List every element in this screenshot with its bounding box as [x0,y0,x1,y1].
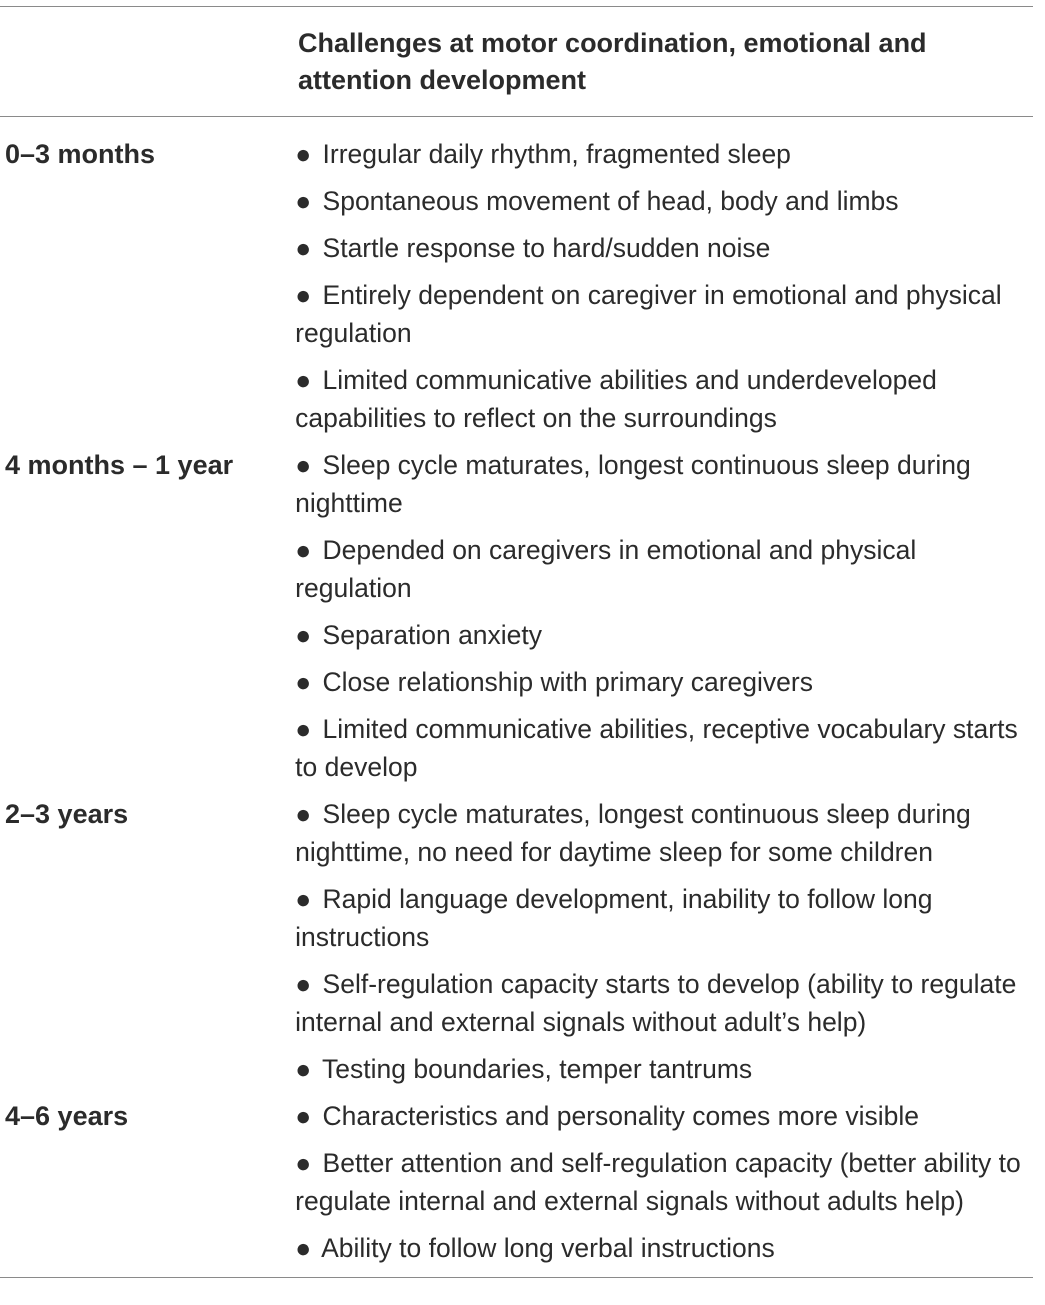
header-challenges-cell: Challenges at motor coordination, emotional and attention development [298,28,927,95]
list-item [295,795,1033,871]
list-item-text: Better attention and self-regulation capacity (better ability to regulate internal and external signals without adults help) [295,1148,1021,1216]
list-item-text: Irregular daily rhythm, fragmented sleep [322,139,791,169]
bullet-icon: ● [295,969,312,999]
age-label: 0–3 months [5,139,156,169]
list-item-text: Spontaneous movement of head, body and limbs [322,186,899,216]
challenge-list [295,135,1033,446]
challenge-list [295,446,1033,795]
list-item-text: Characteristics and personality comes more visible [322,1101,920,1131]
list-item [295,880,1033,956]
bullet-icon: ● [295,450,312,480]
age-label: 4 months – 1 year [5,450,234,480]
bullet-icon: ● [295,535,312,565]
header-age-cell [0,25,298,99]
list-item [295,965,1033,1041]
list-item-text: Limited communicative abilities, receptive vocabulary starts to develop [295,714,1018,782]
list-item [295,1097,1033,1135]
list-item [295,616,1033,654]
bullet-icon: ● [295,139,312,169]
list-item [295,1050,1033,1088]
list-item-text: Startle response to hard/sudden noise [322,233,771,263]
bullet-icon: ● [295,1054,312,1084]
challenge-list [295,795,1033,1097]
list-item [295,710,1033,786]
table-body [0,117,1033,1277]
bullet-icon: ● [295,186,312,216]
bullet-icon: ● [295,280,312,310]
list-item-text: Sleep cycle maturates, longest continuous sleep during nighttime, no need for daytime sleep for some children [295,799,971,867]
list-item-text: Self-regulation capacity starts to develop (ability to regulate internal and external signals without adult’s help) [295,969,1017,1037]
bullet-icon: ● [295,1233,312,1263]
bullet-icon: ● [295,1148,312,1178]
list-item [295,446,1033,522]
table-row [0,795,1033,1097]
list-item [295,1229,1033,1267]
list-item-text: Depended on caregivers in emotional and physical regulation [295,535,917,603]
list-item-text: Sleep cycle maturates, longest continuous sleep during nighttime [295,450,971,518]
list-item [295,663,1033,701]
list-item-text: Limited communicative abilities and underdeveloped capabilities to reflect on the surroundings [295,365,937,433]
table-row [0,1097,1033,1277]
bottom-rule [0,1277,1033,1278]
table-row [0,446,1033,795]
bullet-icon: ● [295,714,312,744]
list-item-text: Close relationship with primary caregivers [322,667,813,697]
bullet-icon: ● [295,1101,312,1131]
list-item-text: Separation anxiety [322,620,543,650]
bullet-icon: ● [295,365,312,395]
age-label: 4–6 years [5,1101,129,1131]
list-item [295,135,1033,173]
challenge-list [295,1097,1033,1277]
list-item [295,361,1033,437]
list-item [295,182,1033,220]
age-label: 2–3 years [5,799,129,829]
list-item [295,1144,1033,1220]
table-row [0,135,1033,446]
list-item-text: Entirely dependent on caregiver in emotional and physical regulation [295,280,1002,348]
list-item [295,276,1033,352]
development-table [0,6,1033,1278]
table-header-row [0,7,1033,116]
list-item-text: Testing boundaries, temper tantrums [322,1054,753,1084]
bullet-icon: ● [295,884,312,914]
list-item-text: Ability to follow long verbal instructions [321,1233,775,1263]
list-item [295,531,1033,607]
list-item-text: Rapid language development, inability to follow long instructions [295,884,933,952]
bullet-icon: ● [295,233,312,263]
bullet-icon: ● [295,799,312,829]
bullet-icon: ● [295,667,312,697]
bullet-icon: ● [295,620,312,650]
list-item [295,229,1033,267]
